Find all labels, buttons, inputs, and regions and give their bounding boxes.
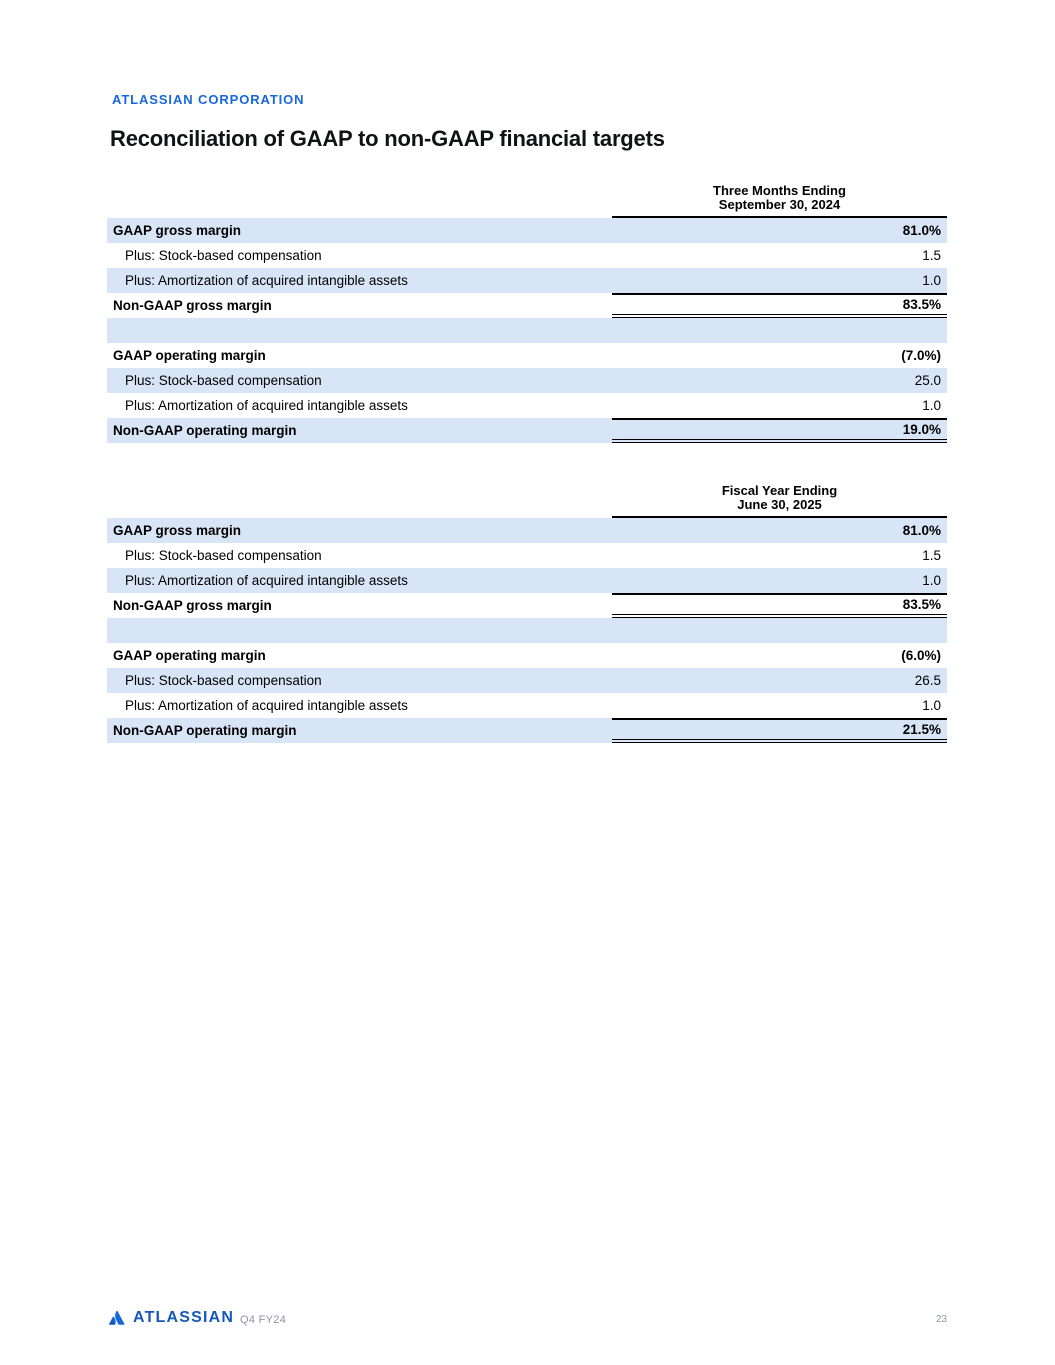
row-label: Plus: Amortization of acquired intangible assets bbox=[125, 273, 408, 288]
row-value: 1.5 bbox=[922, 548, 941, 563]
row-label: Plus: Stock-based compensation bbox=[125, 248, 322, 263]
period-line-2: June 30, 2025 bbox=[737, 497, 822, 512]
reconciliation-table-q1fy25 bbox=[107, 184, 947, 443]
atlassian-wordmark: ATLASSIAN bbox=[133, 1309, 235, 1326]
table-row bbox=[107, 343, 947, 368]
row-value: 81.0% bbox=[902, 523, 941, 538]
table-rows bbox=[107, 518, 947, 743]
page-footer bbox=[0, 1304, 1055, 1338]
table-rows bbox=[107, 218, 947, 443]
row-label: Non-GAAP gross margin bbox=[113, 598, 272, 613]
company-name-eyebrow: ATLASSIAN CORPORATION bbox=[112, 92, 305, 107]
row-value: 1.5 bbox=[922, 248, 941, 263]
row-value: 1.0 bbox=[922, 573, 941, 588]
row-label: Non-GAAP operating margin bbox=[113, 423, 297, 438]
table-row bbox=[107, 418, 947, 443]
row-value: 1.0 bbox=[922, 273, 941, 288]
page-title: Reconciliation of GAAP to non-GAAP financial targets bbox=[110, 126, 665, 151]
table-period-header bbox=[107, 184, 947, 218]
row-label: GAAP operating margin bbox=[113, 648, 266, 663]
row-value: (7.0%) bbox=[901, 348, 941, 363]
table-row bbox=[107, 218, 947, 243]
row-value: 83.5% bbox=[612, 293, 947, 318]
period-line-2: September 30, 2024 bbox=[718, 197, 841, 212]
row-label bbox=[107, 618, 612, 643]
table-row bbox=[107, 718, 947, 743]
table-row bbox=[107, 643, 947, 668]
reconciliation-table-fy25 bbox=[107, 484, 947, 743]
period-line-1: Three Months Ending bbox=[713, 183, 846, 198]
table-row bbox=[107, 668, 947, 693]
table-row bbox=[107, 368, 947, 393]
row-label: Plus: Stock-based compensation bbox=[125, 373, 322, 388]
table-row bbox=[107, 518, 947, 543]
row-label: Plus: Amortization of acquired intangible assets bbox=[125, 573, 408, 588]
period-line-1: Fiscal Year Ending bbox=[721, 483, 838, 498]
row-value: 25.0 bbox=[914, 373, 941, 388]
row-value bbox=[612, 318, 947, 343]
row-label: GAAP operating margin bbox=[113, 348, 266, 363]
table-row bbox=[107, 593, 947, 618]
row-value: 1.0 bbox=[922, 698, 941, 713]
row-label bbox=[107, 318, 612, 343]
row-label: Plus: Amortization of acquired intangible assets bbox=[125, 398, 408, 413]
row-label: Plus: Stock-based compensation bbox=[125, 548, 322, 563]
row-label: Plus: Stock-based compensation bbox=[125, 673, 322, 688]
row-value: 26.5 bbox=[914, 673, 941, 688]
table-period-header-text bbox=[612, 184, 947, 218]
table-row bbox=[107, 393, 947, 418]
row-value: 83.5% bbox=[612, 593, 947, 618]
table-row bbox=[107, 243, 947, 268]
table-spacer-row bbox=[107, 618, 947, 643]
page-number: 23 bbox=[936, 1314, 948, 1325]
row-value bbox=[612, 618, 947, 643]
atlassian-logo bbox=[107, 1308, 234, 1328]
table-row bbox=[107, 568, 947, 593]
row-label: Non-GAAP gross margin bbox=[113, 298, 272, 313]
row-value: 19.0% bbox=[612, 418, 947, 443]
report-period-label: Q4 FY24 bbox=[240, 1314, 287, 1326]
row-value: 81.0% bbox=[902, 223, 941, 238]
row-value: (6.0%) bbox=[901, 648, 941, 663]
row-label: Plus: Amortization of acquired intangible assets bbox=[125, 698, 408, 713]
row-value: 1.0 bbox=[922, 398, 941, 413]
row-label: Non-GAAP operating margin bbox=[113, 723, 297, 738]
table-row bbox=[107, 693, 947, 718]
atlassian-a-icon bbox=[107, 1308, 127, 1328]
table-period-header-text bbox=[612, 484, 947, 518]
table-period-header bbox=[107, 484, 947, 518]
row-value: 21.5% bbox=[612, 718, 947, 743]
table-spacer-row bbox=[107, 318, 947, 343]
table-row bbox=[107, 268, 947, 293]
row-label: GAAP gross margin bbox=[113, 223, 242, 238]
table-row bbox=[107, 543, 947, 568]
table-row bbox=[107, 293, 947, 318]
row-label: GAAP gross margin bbox=[113, 523, 242, 538]
